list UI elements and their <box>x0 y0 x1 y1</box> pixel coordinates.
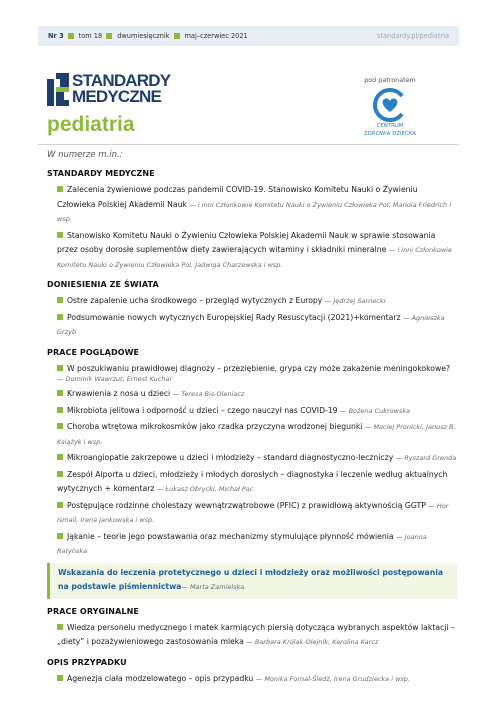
czd-logo-icon <box>370 88 410 122</box>
article-title: Krwawienia z nosa u dzieci <box>67 389 171 398</box>
patronage-label: pod patronatem <box>364 76 416 84</box>
article-title: W poszukiwaniu prawidłowej diagnozy – przeziębienie, grypa czy może zakażenie meningokokowe? <box>67 363 451 373</box>
article-title: Podsumowanie nowych wytycznych Europejskiej Rady Resuscytacji (2021)+komentarz <box>67 312 401 322</box>
article-title: Mikrobiota jelitowa i odporność u dzieci – czego nauczył nas COVID-19 <box>67 405 338 415</box>
article-title: Choroba wtrętowa mikrokosmków jako rzadka przyczyna wrodzonej biegunki <box>67 422 363 431</box>
logo-line-2: MEDYCZNE <box>72 87 161 106</box>
bullet-icon <box>57 423 63 429</box>
article-title: Zespół Alporta u dzieci, młodzieży i młodych dorosłych – diagnostyka i leczenie według aktualnych wytycznych + komentarz <box>57 469 448 493</box>
article-title: Ostre zapalenie ucha środkowego – przegląd wytycznych z Europy <box>67 296 323 305</box>
article-title: Postępujące rodzinne cholestazy wewnątrzwątrobowe (PFIC) z prawidłową aktywnością GGTP <box>67 500 426 510</box>
article-item[interactable] <box>57 404 457 419</box>
article-author: — Dominik Wawrzut, Ernest Kuchar <box>57 375 173 383</box>
bullet-icon <box>57 186 63 192</box>
article-author: — Maciej Pronicki, Janusz B. Książyk i wsp. <box>57 423 456 446</box>
article-item[interactable] <box>57 387 457 402</box>
article-title: Wiedza personelu medycznego i matek karmiących piersią dotycząca wybranych aspektów laktacji – „dietу” i pozażywieniowego zastosowania mleka <box>57 622 455 646</box>
highlight-author: — Marta Zamielska <box>181 583 245 591</box>
article-title: Stanowisko Komitetu Nauki o Żywieniu Człowieka Polskiej Akademii Nauk w sprawie stosowania przez osoby dorosłe suplementów diety zawierających witaminy i składniki mineralne <box>57 230 436 254</box>
bullet-icon <box>57 454 63 460</box>
article-item[interactable] <box>57 183 457 227</box>
patronage <box>352 76 428 138</box>
bullet-icon <box>57 471 63 477</box>
section-title: PRACE ORYGINALNE <box>47 606 139 616</box>
bullet-icon <box>174 33 180 39</box>
journal-url[interactable]: standardy.pl/pediatria <box>376 32 449 40</box>
bullet-icon <box>68 33 74 39</box>
frequency: dwumiesięcznik <box>117 32 170 40</box>
section-title: STANDARDY MEDYCZNE <box>47 169 155 178</box>
bullet-icon <box>57 533 63 539</box>
bullet-icon <box>57 232 63 238</box>
sections-group-1 <box>47 169 457 559</box>
bullet-icon <box>57 675 63 681</box>
bullet-icon <box>106 33 112 39</box>
article-author: — Barbara Królak-Olejnik, Karolina Karcz <box>246 638 379 646</box>
article-item[interactable] <box>57 229 457 273</box>
article-title: Jąkanie – teorie jego powstawania oraz mechanizmy stymulujące płynność mówienia <box>67 531 394 541</box>
article-author: — i inni Członkowie Komitetu Nauki o Żywieniu Człowieka Pol, Mariola Friedrich i wsp. <box>57 200 452 223</box>
logo-line-1: STANDARDY <box>72 71 171 90</box>
article-item[interactable] <box>57 530 457 559</box>
article-item[interactable] <box>57 311 457 340</box>
issue-date: maj–czerwiec 2021 <box>184 32 248 40</box>
article-title: Mikroangiopatie zakrzepowe u dzieci i młodzieży – standard diagnostyczno-leczniczy <box>67 453 394 462</box>
toc-lead: W numerze m.in.: <box>47 150 123 160</box>
bullet-icon <box>57 314 63 320</box>
bullet-icon <box>57 407 63 413</box>
article-author: — Joanna Ratyńska <box>57 532 427 555</box>
article-item[interactable] <box>57 672 457 687</box>
article-item[interactable] <box>57 362 457 386</box>
sections-group-2 <box>47 607 457 687</box>
volume: tom 18 <box>78 32 103 40</box>
bullet-icon <box>57 390 63 396</box>
bullet-icon <box>57 624 63 630</box>
article-author: — Teresa Bis-Oleniacz <box>172 390 245 398</box>
article-author: — Jędrzej Sarnecki <box>324 297 386 305</box>
article-item[interactable] <box>57 451 457 466</box>
czd-name-1: CENTRUM <box>376 123 404 129</box>
article-item[interactable] <box>57 621 457 650</box>
issue-number: Nr 3 <box>48 32 64 40</box>
article-author: — i inni Członkowie Komitetu Nauki o Żywieniu Człowieka Pol, Jadwiga Charzewska i wsp. <box>57 246 452 269</box>
section-title: PRACE POGLĄDOWE <box>47 347 140 357</box>
journal-subtitle: pediatria <box>47 113 135 136</box>
article-author: — Monika Fornal-Śledź, Irena Grudziecka i wsp. <box>255 674 410 683</box>
article-item[interactable] <box>57 294 457 309</box>
article-item[interactable] <box>57 420 457 449</box>
article-item[interactable] <box>57 468 457 497</box>
logo-s-icon <box>47 73 69 106</box>
article-author: — Łukasz Obrycki, Michał Pac <box>156 485 254 493</box>
highlight-title: Wskazania do leczenia protetycznego u dzieci i młodzieży oraz możliwości postępowania na podstawie piśmiennictwa <box>58 567 444 591</box>
journal-header-bar <box>38 26 459 46</box>
bullet-icon <box>57 502 63 508</box>
journal-logo <box>47 73 207 109</box>
article-title: Zalecenia żywieniowe podczas pandemii COVID-19. Stanowisko Komitetu Nauki o Żywieniu Człowieka Polskiej Akademii Nauk <box>57 185 418 209</box>
bullet-icon <box>57 365 63 371</box>
article-item[interactable] <box>57 499 457 528</box>
article-author: — Bożena Cukrowska <box>340 406 411 415</box>
article-title: Agenezja ciała modzelowatego – opis przypadku <box>67 673 254 683</box>
article-author: — Agnieszka Grzyb <box>57 313 445 336</box>
section-title: OPIS PRZYPADKU <box>47 657 127 667</box>
divider <box>38 144 459 145</box>
article-author: — Hor Ismail, Irena Jankowska i wsp. <box>57 501 449 524</box>
section-title: DONIESIENIA ZE ŚWIATA <box>47 280 159 289</box>
czd-name-2: ZDROWIA DZIECKA <box>364 131 416 137</box>
table-of-contents <box>47 150 457 688</box>
article-author: — Ryszard Grenda <box>395 454 457 462</box>
bullet-icon <box>57 297 63 303</box>
highlight-article[interactable] <box>47 563 457 599</box>
